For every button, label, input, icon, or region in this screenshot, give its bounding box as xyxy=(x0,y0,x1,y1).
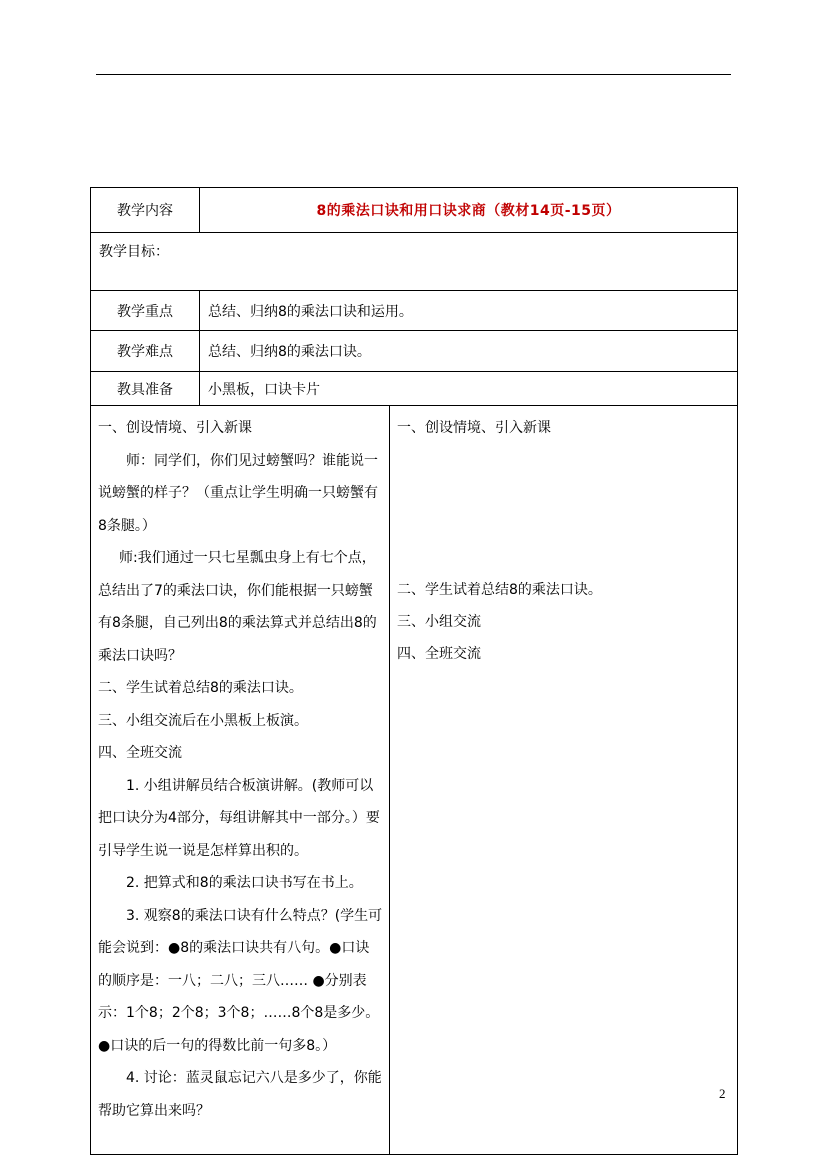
right-item: 二、学生试着总结8的乘法口诀。 xyxy=(397,582,602,598)
teacher-activity-column xyxy=(91,406,390,1155)
difficulty-value: 总结、归纳8的乘法口诀。 xyxy=(200,331,738,372)
student-activity-column xyxy=(390,406,738,1155)
tools-row xyxy=(91,372,738,406)
content-row xyxy=(91,188,738,233)
left-item: 4. 讨论：蓝灵鼠忘记六八是多少了，你能帮助它算出来吗？ xyxy=(98,1070,382,1119)
left-item: 1. 小组讲解员结合板演讲解。(教师可以把口诀分为4部分，每组讲解其中一部分。）要引导学生说一说是怎样算出积的。 xyxy=(98,777,380,859)
goal-row xyxy=(91,233,738,291)
left-item: 四、全班交流 xyxy=(98,745,182,761)
focus-row xyxy=(91,291,738,331)
focus-value: 总结、归纳8的乘法口诀和运用。 xyxy=(200,291,738,331)
left-item: 三、小组交流后在小黑板上板演。 xyxy=(98,712,308,729)
right-spacer xyxy=(397,444,731,574)
process-row xyxy=(91,406,738,1155)
left-item: 师：同学们，你们见过螃蟹吗？谁能说一说螃蟹的样子？（重点让学生明确一只螃蟹有8条腿。） xyxy=(98,452,378,534)
tools-value: 小黑板，口诀卡片 xyxy=(200,372,738,406)
lesson-plan-table xyxy=(90,187,738,1155)
left-item: 二、学生试着总结8的乘法口诀。 xyxy=(98,680,303,696)
tools-label: 教具准备 xyxy=(91,372,200,406)
content-title: 8的乘法口诀和用口诀求商（教材14页-15页） xyxy=(200,188,738,233)
content-label: 教学内容 xyxy=(91,188,200,233)
difficulty-label: 教学难点 xyxy=(91,331,200,372)
header-rule xyxy=(96,74,731,75)
right-item: 三、小组交流 xyxy=(397,614,481,630)
right-item: 四、全班交流 xyxy=(397,646,481,662)
page-number: 2 xyxy=(719,1086,726,1101)
left-item: 3. 观察8的乘法口诀有什么特点？(学生可能会说到：●8的乘法口诀共有八句。●口诀的顺序是：一八；二八；三八…… ●分别表示：1个8；2个8；3个8；……8个8是多少。●口诀的后一句的得数比前一句多8。） xyxy=(98,907,383,1054)
left-item: 师:我们通过一只七星瓢虫身上有七个点，总结出了7的乘法口诀，你们能根据一只螃蟹有8条腿，自己列出8的乘法算式并总结出8的乘法口诀吗？ xyxy=(98,550,377,664)
right-item: 一、创设情境、引入新课 xyxy=(397,420,551,436)
focus-label: 教学重点 xyxy=(91,291,200,331)
left-item: 一、创设情境、引入新课 xyxy=(98,420,252,436)
goal-label: 教学目标： xyxy=(91,233,738,291)
difficulty-row xyxy=(91,331,738,372)
left-item: 2. 把算式和8的乘法口诀书写在书上。 xyxy=(126,875,363,891)
